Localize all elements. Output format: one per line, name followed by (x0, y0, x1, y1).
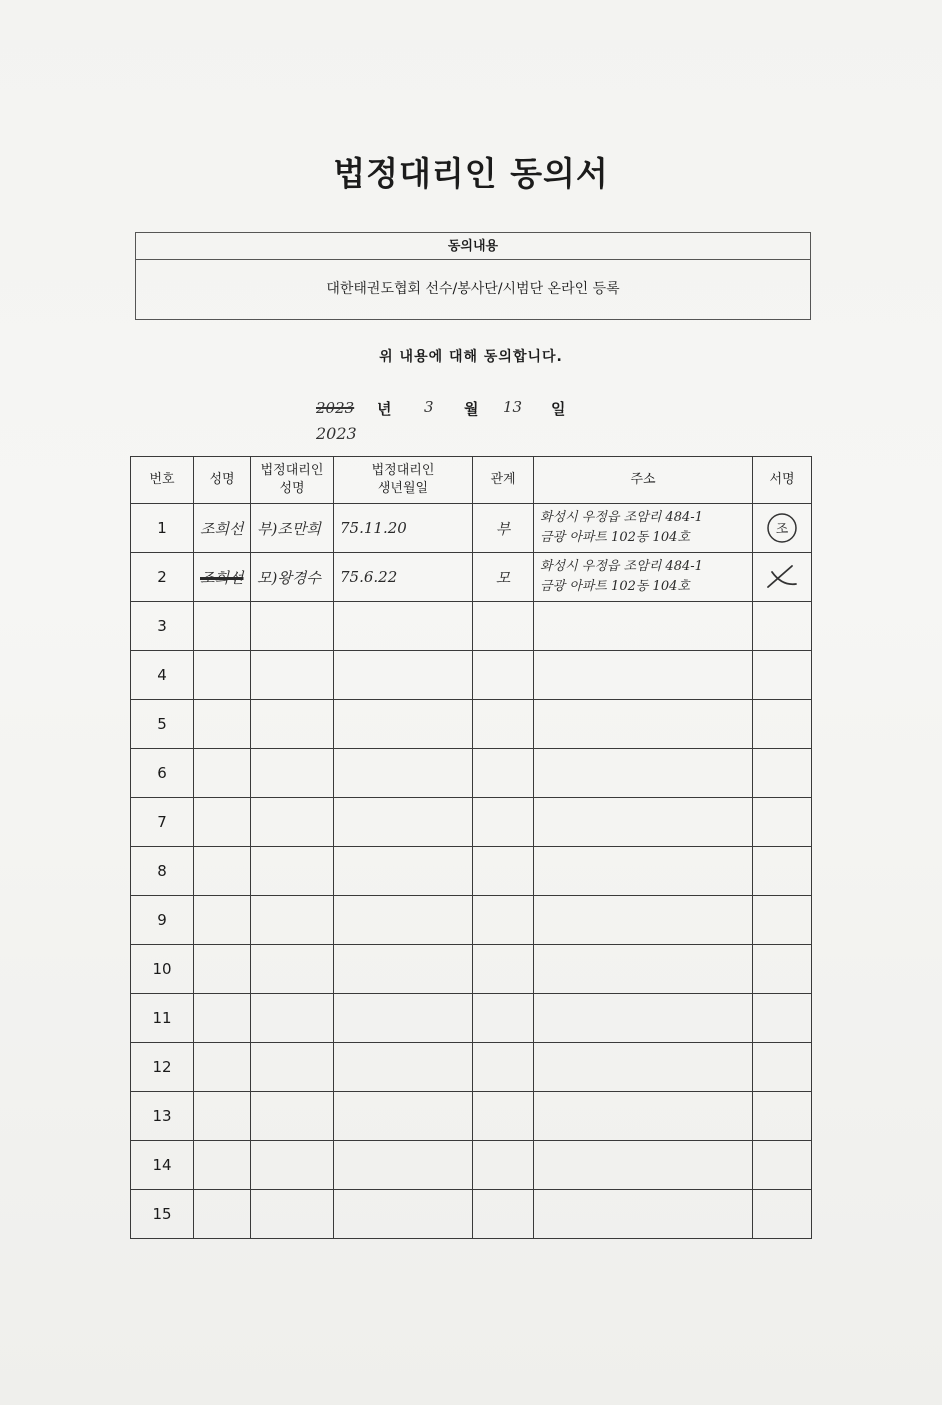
row-no: 2 (131, 553, 194, 602)
date-day: 13 (503, 398, 523, 416)
date-month-label: 월 (464, 400, 479, 418)
table-row (131, 700, 812, 749)
row-relation: 부 (473, 504, 534, 553)
row-no: 3 (131, 602, 194, 651)
row-name: 조희선 (194, 553, 251, 602)
row-no: 11 (131, 994, 194, 1043)
signature-text: 조 (775, 522, 789, 537)
header-guardian-name: 법정대리인 성명 (251, 457, 334, 504)
row-guardian-birth: 75.6.22 (334, 553, 473, 602)
agreement-statement: 위 내용에 대해 동의합니다. (379, 349, 563, 365)
table-row (131, 1190, 812, 1239)
row-no: 8 (131, 847, 194, 896)
row-address (534, 504, 753, 553)
address-line-1: 화성시 우정읍 조암리 484-1 (540, 510, 703, 525)
row-no: 15 (131, 1190, 194, 1239)
table-row (131, 1141, 812, 1190)
table-row (131, 651, 812, 700)
row-no: 7 (131, 798, 194, 847)
row-no: 13 (131, 1092, 194, 1141)
address-line-2: 금광 아파트 102동 104호 (540, 579, 690, 594)
consent-content-header: 동의내용 (136, 233, 810, 260)
consent-content-box (135, 232, 811, 320)
row-no: 12 (131, 1043, 194, 1092)
date-year: 2023 (316, 424, 357, 443)
table-row (131, 553, 812, 602)
table-row (131, 994, 812, 1043)
header-no: 번호 (131, 457, 194, 504)
row-name: 조희선 (194, 504, 251, 553)
table-row (131, 1043, 812, 1092)
table-row (131, 847, 812, 896)
address-line-1: 화성시 우정읍 조암리 484-1 (540, 559, 703, 574)
row-guardian-name: 부)조만희 (251, 504, 334, 553)
date-month: 3 (424, 398, 434, 416)
row-guardian-birth: 75.11.20 (334, 504, 473, 553)
row-relation: 모 (473, 553, 534, 602)
row-signature (753, 553, 812, 602)
row-no: 5 (131, 700, 194, 749)
table-row (131, 504, 812, 553)
date-day-label: 일 (551, 400, 566, 418)
row-no: 9 (131, 896, 194, 945)
row-signature (753, 504, 812, 553)
row-no: 14 (131, 1141, 194, 1190)
table-row (131, 798, 812, 847)
date-year-label: 년 (377, 400, 392, 418)
document-title: 법정대리인 동의서 (333, 154, 609, 193)
registration-table (130, 456, 812, 1239)
header-address: 주소 (534, 457, 753, 504)
row-no: 10 (131, 945, 194, 994)
header-guardian-birth: 법정대리인 생년월일 (334, 457, 473, 504)
row-no: 4 (131, 651, 194, 700)
signature-mark-icon (762, 560, 802, 594)
header-signature: 서명 (753, 457, 812, 504)
row-no: 6 (131, 749, 194, 798)
consent-content-text: 대한태권도협회 선수/봉사단/시범단 온라인 등록 (326, 281, 620, 297)
table-row (131, 945, 812, 994)
row-no: 1 (131, 504, 194, 553)
table-row (131, 749, 812, 798)
signature-circle-icon (762, 511, 802, 545)
table-row (131, 896, 812, 945)
header-relation: 관계 (473, 457, 534, 504)
header-name: 성명 (194, 457, 251, 504)
row-address (534, 553, 753, 602)
table-row (131, 1092, 812, 1141)
address-line-2: 금광 아파트 102동 104호 (540, 530, 690, 545)
row-guardian-name: 모)왕경수 (251, 553, 334, 602)
table-row (131, 602, 812, 651)
table-header-row (131, 457, 812, 504)
date-year-struck: 2023 (316, 399, 355, 417)
